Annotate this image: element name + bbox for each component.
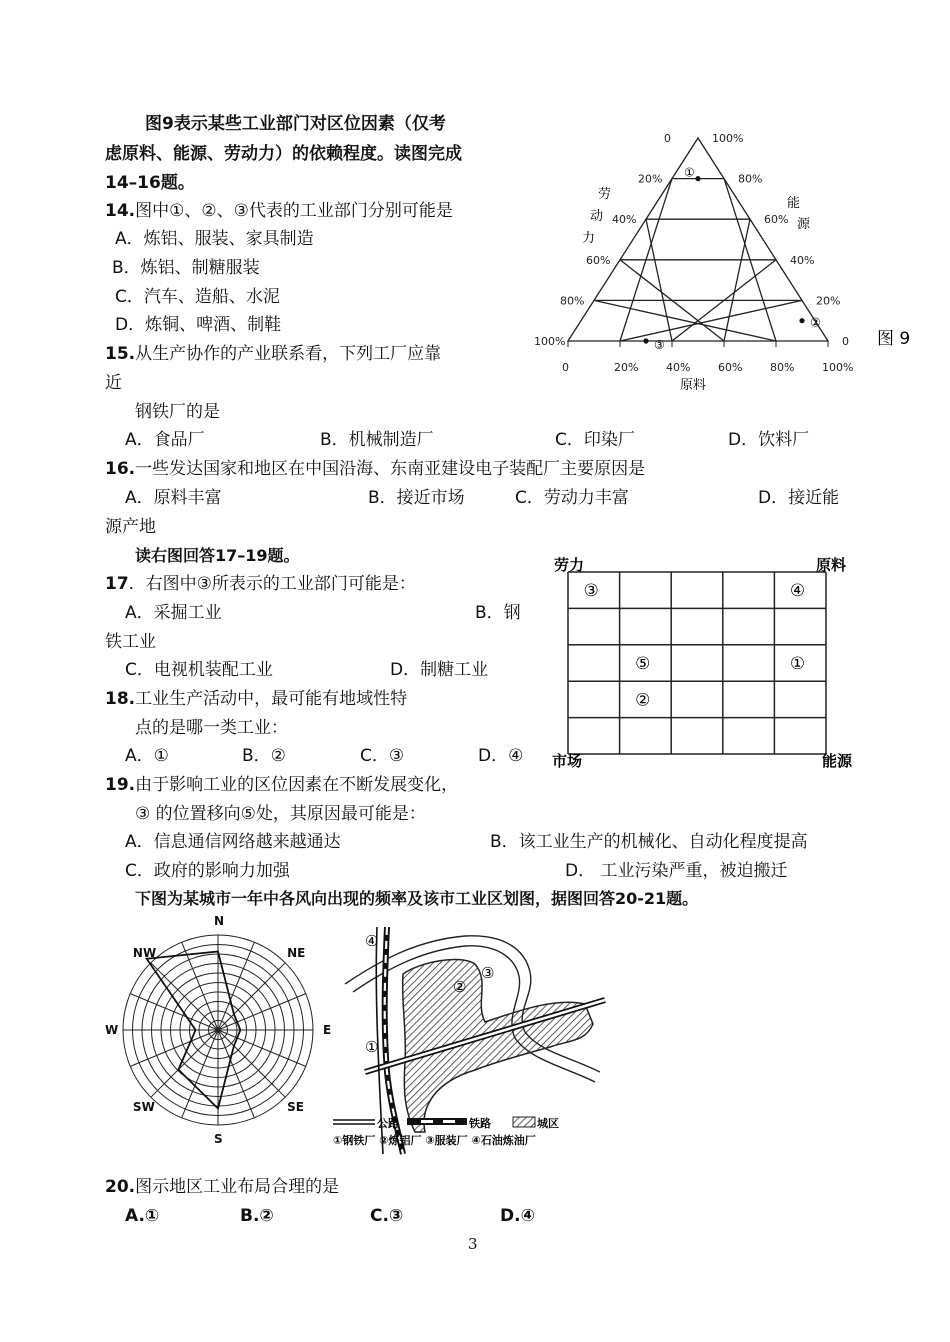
labor-axis-char-2: 动 <box>590 209 604 224</box>
figure-9-caption: 图 9 <box>877 329 911 349</box>
map-site-1: ① <box>365 1038 379 1056</box>
q18-option-a[interactable]: A．① <box>125 746 169 766</box>
bottom-tick-label: 80% <box>770 361 795 374</box>
data-point-marker <box>643 338 648 343</box>
fig9-intro-line1: 图9表示某些工业部门对区位因素（仅考 <box>145 114 446 134</box>
legend-urban: 城区 <box>537 1117 559 1130</box>
q18-option-b[interactable]: B．② <box>242 746 286 766</box>
q18-number: 18. <box>105 689 136 709</box>
material-axis-label: 原料 <box>680 378 707 390</box>
q16-option-d[interactable]: D．接近能 <box>758 488 840 508</box>
q18-option-c[interactable]: C．③ <box>360 746 405 766</box>
q15-option-b[interactable]: B．机械制造厂 <box>320 430 434 450</box>
q19-option-c[interactable]: C．政府的影响力加强 <box>125 861 290 881</box>
q19-stem: 由于影响工业的区位因素在不断发展变化， <box>135 775 459 795</box>
grid-cell-label: ① <box>789 654 806 674</box>
right-tick-label: 100% <box>712 132 744 145</box>
q20-number: 20. <box>105 1177 136 1197</box>
q15-option-a[interactable]: A．食品厂 <box>125 430 205 450</box>
q15-option-d[interactable]: D．饮料厂 <box>728 430 810 450</box>
wind-direction-label: E <box>323 1023 332 1037</box>
q17-option-b[interactable]: B．钢 <box>475 603 521 623</box>
q20-option-a[interactable]: A.① <box>125 1206 160 1226</box>
q17-stem: ．右图中③所表示的工业部门可能是： <box>128 574 416 594</box>
right-tick-label: 60% <box>764 213 789 227</box>
data-point-label: ① <box>684 165 695 180</box>
wind-direction-label: SW <box>132 1100 155 1115</box>
q14-stem: 图中①、②、③代表的工业部门分别可能是 <box>135 201 453 221</box>
corner-label-material: 原料 <box>816 556 847 574</box>
q20-option-c[interactable]: C.③ <box>370 1206 404 1226</box>
urban-area <box>403 959 593 1132</box>
q16-question <box>105 457 645 481</box>
q17-option-c[interactable]: C．电视机装配工业 <box>125 660 273 680</box>
wind-direction-label: N <box>214 914 225 928</box>
left-tick-label: 0 <box>664 132 671 145</box>
wind-direction-label: NE <box>287 945 306 960</box>
grid-cell-label: ⑤ <box>635 654 651 674</box>
q18-stem-cont: 点的是哪一类工业： <box>135 718 288 738</box>
q20-stem: 图示地区工业布局合理的是 <box>135 1177 340 1197</box>
labor-axis-char-3: 力 <box>582 231 596 246</box>
energy-axis-char-2: 源 <box>797 217 811 232</box>
left-tick-label: 60% <box>586 253 611 267</box>
data-point-label: ③ <box>654 338 665 352</box>
q20-option-b[interactable]: B.② <box>240 1206 274 1226</box>
q16-option-a[interactable]: A．原料丰富 <box>125 488 222 508</box>
q15-number: 15. <box>105 344 136 364</box>
map-site-3: ③ <box>481 964 495 982</box>
q16-option-c[interactable]: C．劳动力丰富 <box>515 488 629 508</box>
q15-stem: 从生产协作的产业联系看，下列工厂应靠 <box>135 344 442 364</box>
data-point-label: ② <box>810 315 821 330</box>
ternary-diagram-fig9 <box>520 120 940 390</box>
right-tick-label: 40% <box>790 253 815 267</box>
energy-axis-char-1: 能 <box>787 196 801 211</box>
q19-question <box>105 773 458 797</box>
left-tick-label: 100% <box>534 335 566 348</box>
bottom-tick-label: 40% <box>666 361 691 374</box>
location-factor-grid <box>548 548 868 778</box>
q20-intro: 下图为某城市一年中各风向出现的频率及该市工业区划图，据图回答20-21题。 <box>135 889 699 908</box>
city-industrial-map <box>325 922 625 1157</box>
page-number: 3 <box>468 1235 478 1253</box>
q18-stem: 工业生产活动中，最可能有地域性特 <box>135 689 408 709</box>
q18-question <box>105 687 407 711</box>
left-tick-label: 20% <box>638 172 663 186</box>
grid-cell-label: ② <box>635 690 651 711</box>
q17-number: 17 <box>105 574 129 594</box>
q19-option-d[interactable]: D． 工业污染严重，被迫搬迁 <box>565 861 788 881</box>
bottom-tick-label: 20% <box>614 361 639 374</box>
grid-cell-label: ④ <box>789 581 806 602</box>
legend-factories: ①钢铁厂 ②炼铝厂 ③服装厂 ④石油炼油厂 <box>333 1134 536 1147</box>
bottom-tick-label: 0 <box>562 361 569 374</box>
fig9-intro-line2: 虑原料、能源、劳动力）的依赖程度。读图完成 <box>105 144 462 164</box>
corner-label-labor: 劳力 <box>554 556 585 574</box>
grid-line-left <box>646 219 672 341</box>
wind-direction-label: SE <box>287 1100 304 1115</box>
left-tick-label: 40% <box>612 213 637 227</box>
q19-number: 19. <box>105 775 136 795</box>
wind-direction-label: NW <box>132 945 157 960</box>
map-site-4: ④ <box>365 932 379 950</box>
right-tick-label: 0 <box>842 335 849 348</box>
q16-option-d-cont: 源产地 <box>105 517 156 537</box>
fig9-intro-line3: 14–16题。 <box>105 173 195 193</box>
legend-railway: 铁路 <box>469 1117 491 1130</box>
q16-option-b[interactable]: B．接近市场 <box>368 488 465 508</box>
q14-option-b[interactable]: B．炼铝、制糖服装 <box>112 258 260 278</box>
data-point-marker <box>695 176 700 181</box>
right-tick-label: 20% <box>816 294 841 308</box>
corner-label-market: 市场 <box>552 752 583 770</box>
q17-option-a[interactable]: A．采掘工业 <box>125 603 222 623</box>
q18-option-d[interactable]: D．④ <box>478 746 524 766</box>
grid-line-right <box>724 219 750 341</box>
q19-option-a[interactable]: A．信息通信网络越来越通达 <box>125 832 341 852</box>
q14-question <box>105 199 453 223</box>
q14-number: 14. <box>105 201 136 221</box>
left-tick-label: 80% <box>560 294 585 308</box>
corner-label-energy: 能源 <box>822 752 853 770</box>
q17-option-b-cont: 铁工业 <box>105 632 156 652</box>
q14-option-c[interactable]: C．汽车、造船、水泥 <box>115 287 280 307</box>
legend-highway: 公路 <box>377 1117 399 1130</box>
q14-option-a[interactable]: A．炼铝、服装、家具制造 <box>115 229 314 249</box>
q15-stem-cont2: 钢铁厂的是 <box>135 402 220 422</box>
data-point-marker <box>799 318 804 323</box>
grid-intro: 读右图回答17–19题。 <box>135 546 300 565</box>
wind-rose-chart <box>100 912 340 1152</box>
wind-direction-label: S <box>214 1132 223 1146</box>
q20-option-d[interactable]: D.④ <box>500 1206 535 1226</box>
map-site-2: ② <box>453 978 467 996</box>
q15-question <box>105 342 441 366</box>
q15-option-c[interactable]: C．印染厂 <box>555 430 635 450</box>
bottom-tick-label: 60% <box>718 361 743 374</box>
grid-cell-label: ③ <box>583 581 599 602</box>
q20-question <box>105 1175 339 1199</box>
map-legend <box>333 1116 559 1147</box>
q16-number: 16. <box>105 459 136 479</box>
wind-direction-label: W <box>105 1023 119 1037</box>
q19-stem-cont: ③ 的位置移向⑤处，其原因最可能是： <box>135 804 426 824</box>
q17-option-d[interactable]: D．制糖工业 <box>390 660 489 680</box>
q16-stem: 一些发达国家和地区在中国沿海、东南亚建设电子装配厂主要原因是 <box>135 459 646 479</box>
q14-option-d[interactable]: D．炼铜、啤酒、制鞋 <box>115 315 282 335</box>
labor-axis-char-1: 劳 <box>598 187 612 202</box>
q17-question <box>105 572 416 596</box>
triangle-outline <box>568 138 828 341</box>
q19-option-b[interactable]: B．该工业生产的机械化、自动化程度提高 <box>490 832 808 852</box>
q15-stem-cont: 近 <box>105 373 122 393</box>
bottom-tick-label: 100% <box>822 361 854 374</box>
right-tick-label: 80% <box>738 172 763 186</box>
